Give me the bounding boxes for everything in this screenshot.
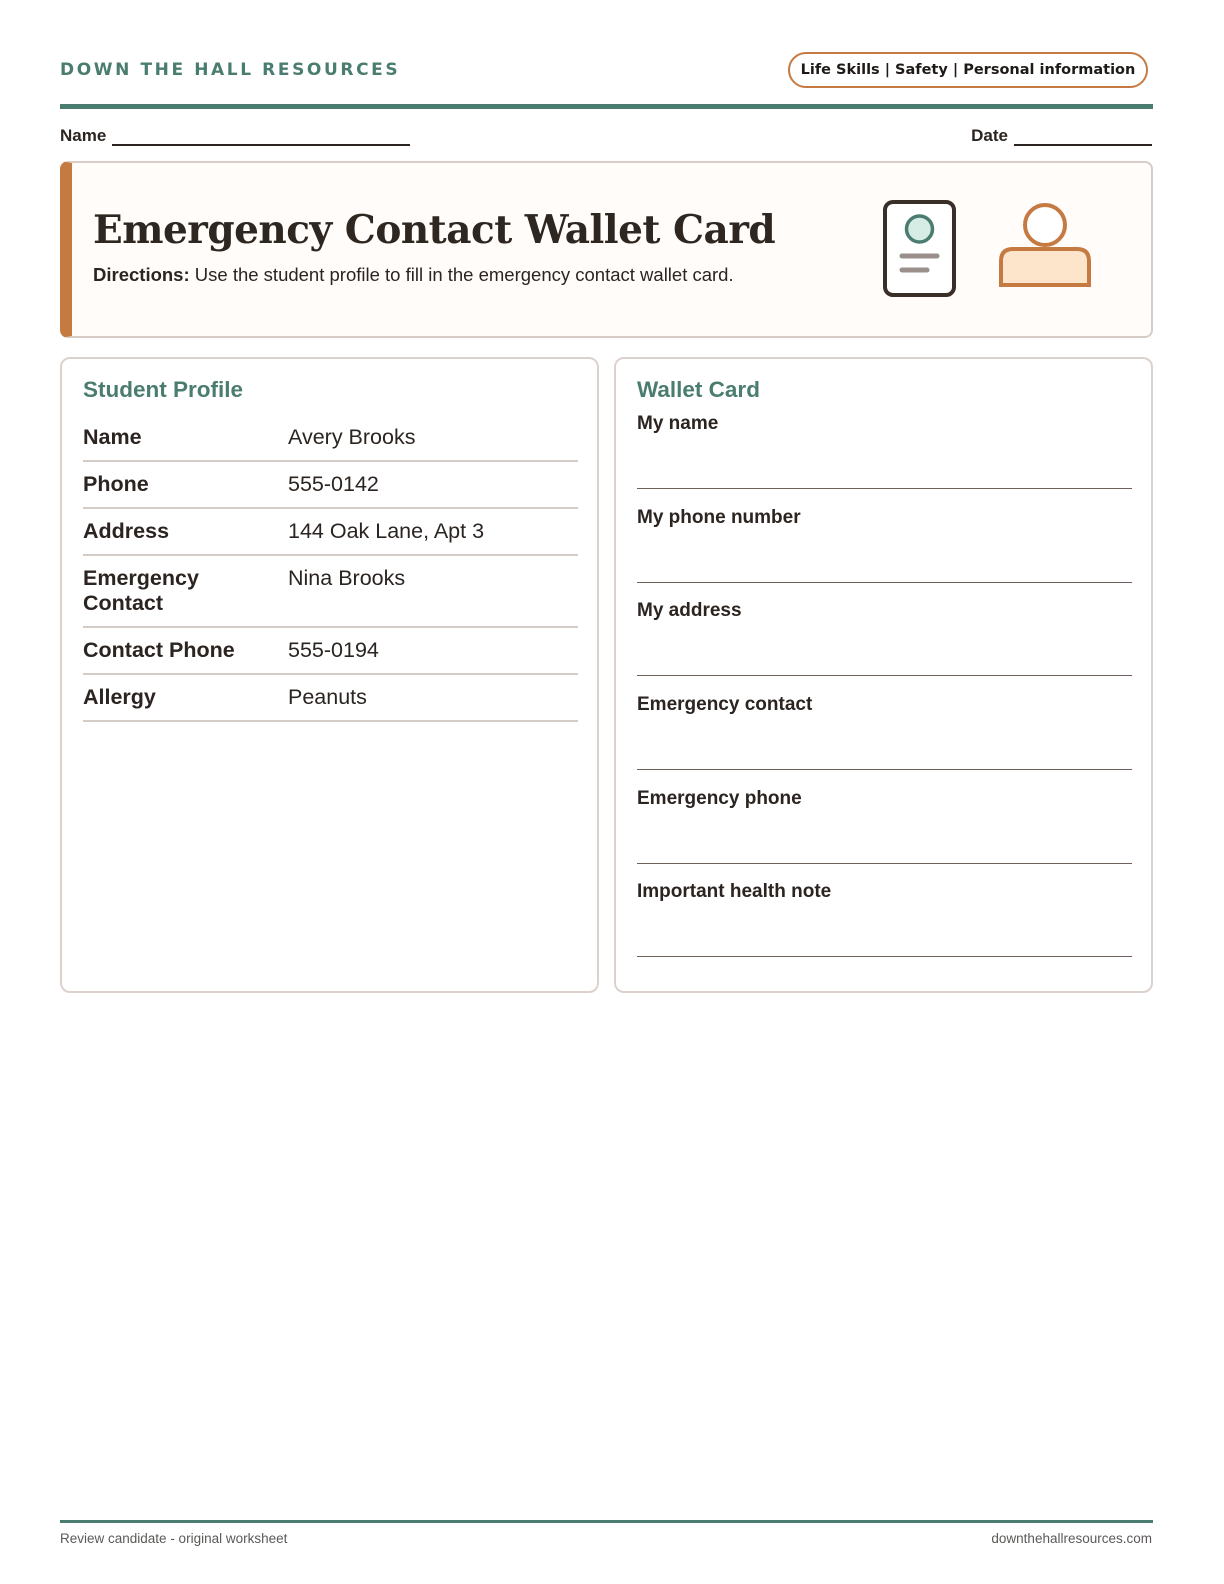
wallet-answer-line[interactable] (637, 863, 1132, 864)
profile-label: Emergency Contact (83, 566, 199, 615)
profile-label: Contact Phone (83, 638, 235, 662)
wallet-field-label: Emergency phone (637, 788, 802, 809)
date-field[interactable] (971, 125, 1152, 146)
profile-value: 555-0142 (288, 472, 379, 496)
profile-label: Name (83, 425, 142, 449)
date-label: Date (971, 126, 1008, 145)
wallet-answer-line[interactable] (637, 956, 1132, 957)
profile-label: Phone (83, 472, 149, 496)
profile-label: Allergy (83, 685, 156, 709)
directions-text: Use the student profile to fill in the emergency contact wallet card. (189, 264, 734, 285)
profile-table (83, 415, 578, 722)
student-name-field[interactable] (60, 125, 410, 146)
profile-value: Peanuts (288, 685, 367, 709)
profile-value: Avery Brooks (288, 425, 416, 449)
profile-value: Nina Brooks (288, 566, 406, 590)
profile-row-allergy (83, 675, 578, 722)
person-icon (997, 201, 1097, 291)
title-banner (60, 161, 1153, 338)
wallet-field-health-note[interactable] (637, 881, 1132, 903)
student-profile-title: Student Profile (83, 377, 244, 402)
directions (93, 264, 734, 286)
subject-tags-badge: Life Skills | Safety | Personal information (788, 52, 1148, 88)
name-blank-line[interactable] (112, 125, 410, 146)
profile-row-emergency-contact (83, 556, 578, 628)
date-blank-line[interactable] (1014, 125, 1152, 146)
profile-row-name (83, 415, 578, 462)
wallet-field-emergency-contact[interactable] (637, 694, 1132, 716)
profile-row-phone (83, 462, 578, 509)
footer-website: downthehallresources.com (991, 1531, 1152, 1546)
wallet-field-label: Important health note (637, 881, 832, 902)
footer-note: Review candidate - original worksheet (60, 1531, 288, 1546)
wallet-card-panel (614, 357, 1153, 993)
profile-value: 555-0194 (288, 638, 379, 662)
student-profile-panel (60, 357, 599, 993)
wallet-answer-line[interactable] (637, 769, 1132, 770)
wallet-field-my-address[interactable] (637, 600, 1132, 622)
wallet-answer-line[interactable] (637, 582, 1132, 583)
wallet-field-label: My phone number (637, 507, 801, 528)
name-label: Name (60, 126, 107, 145)
wallet-field-my-phone[interactable] (637, 507, 1132, 529)
profile-value: 144 Oak Lane, Apt 3 (288, 519, 485, 543)
footer-divider (60, 1520, 1153, 1523)
profile-label: Address (83, 519, 170, 543)
profile-row-contact-phone (83, 628, 578, 675)
id-card-icon (882, 199, 958, 299)
header-divider (60, 104, 1153, 109)
directions-label: Directions: (93, 264, 190, 285)
wallet-card-title: Wallet Card (637, 377, 760, 402)
wallet-field-label: My address (637, 600, 742, 621)
wallet-field-label: Emergency contact (637, 694, 813, 715)
worksheet-title: Emergency Contact Wallet Card (93, 207, 776, 253)
wallet-answer-line[interactable] (637, 488, 1132, 489)
profile-row-address (83, 509, 578, 556)
wallet-answer-line[interactable] (637, 675, 1132, 676)
wallet-field-label: My name (637, 413, 719, 434)
wallet-field-my-name[interactable] (637, 413, 1132, 435)
wallet-field-emergency-phone[interactable] (637, 788, 1132, 810)
brand-name: DOWN THE HALL RESOURCES (60, 60, 401, 80)
